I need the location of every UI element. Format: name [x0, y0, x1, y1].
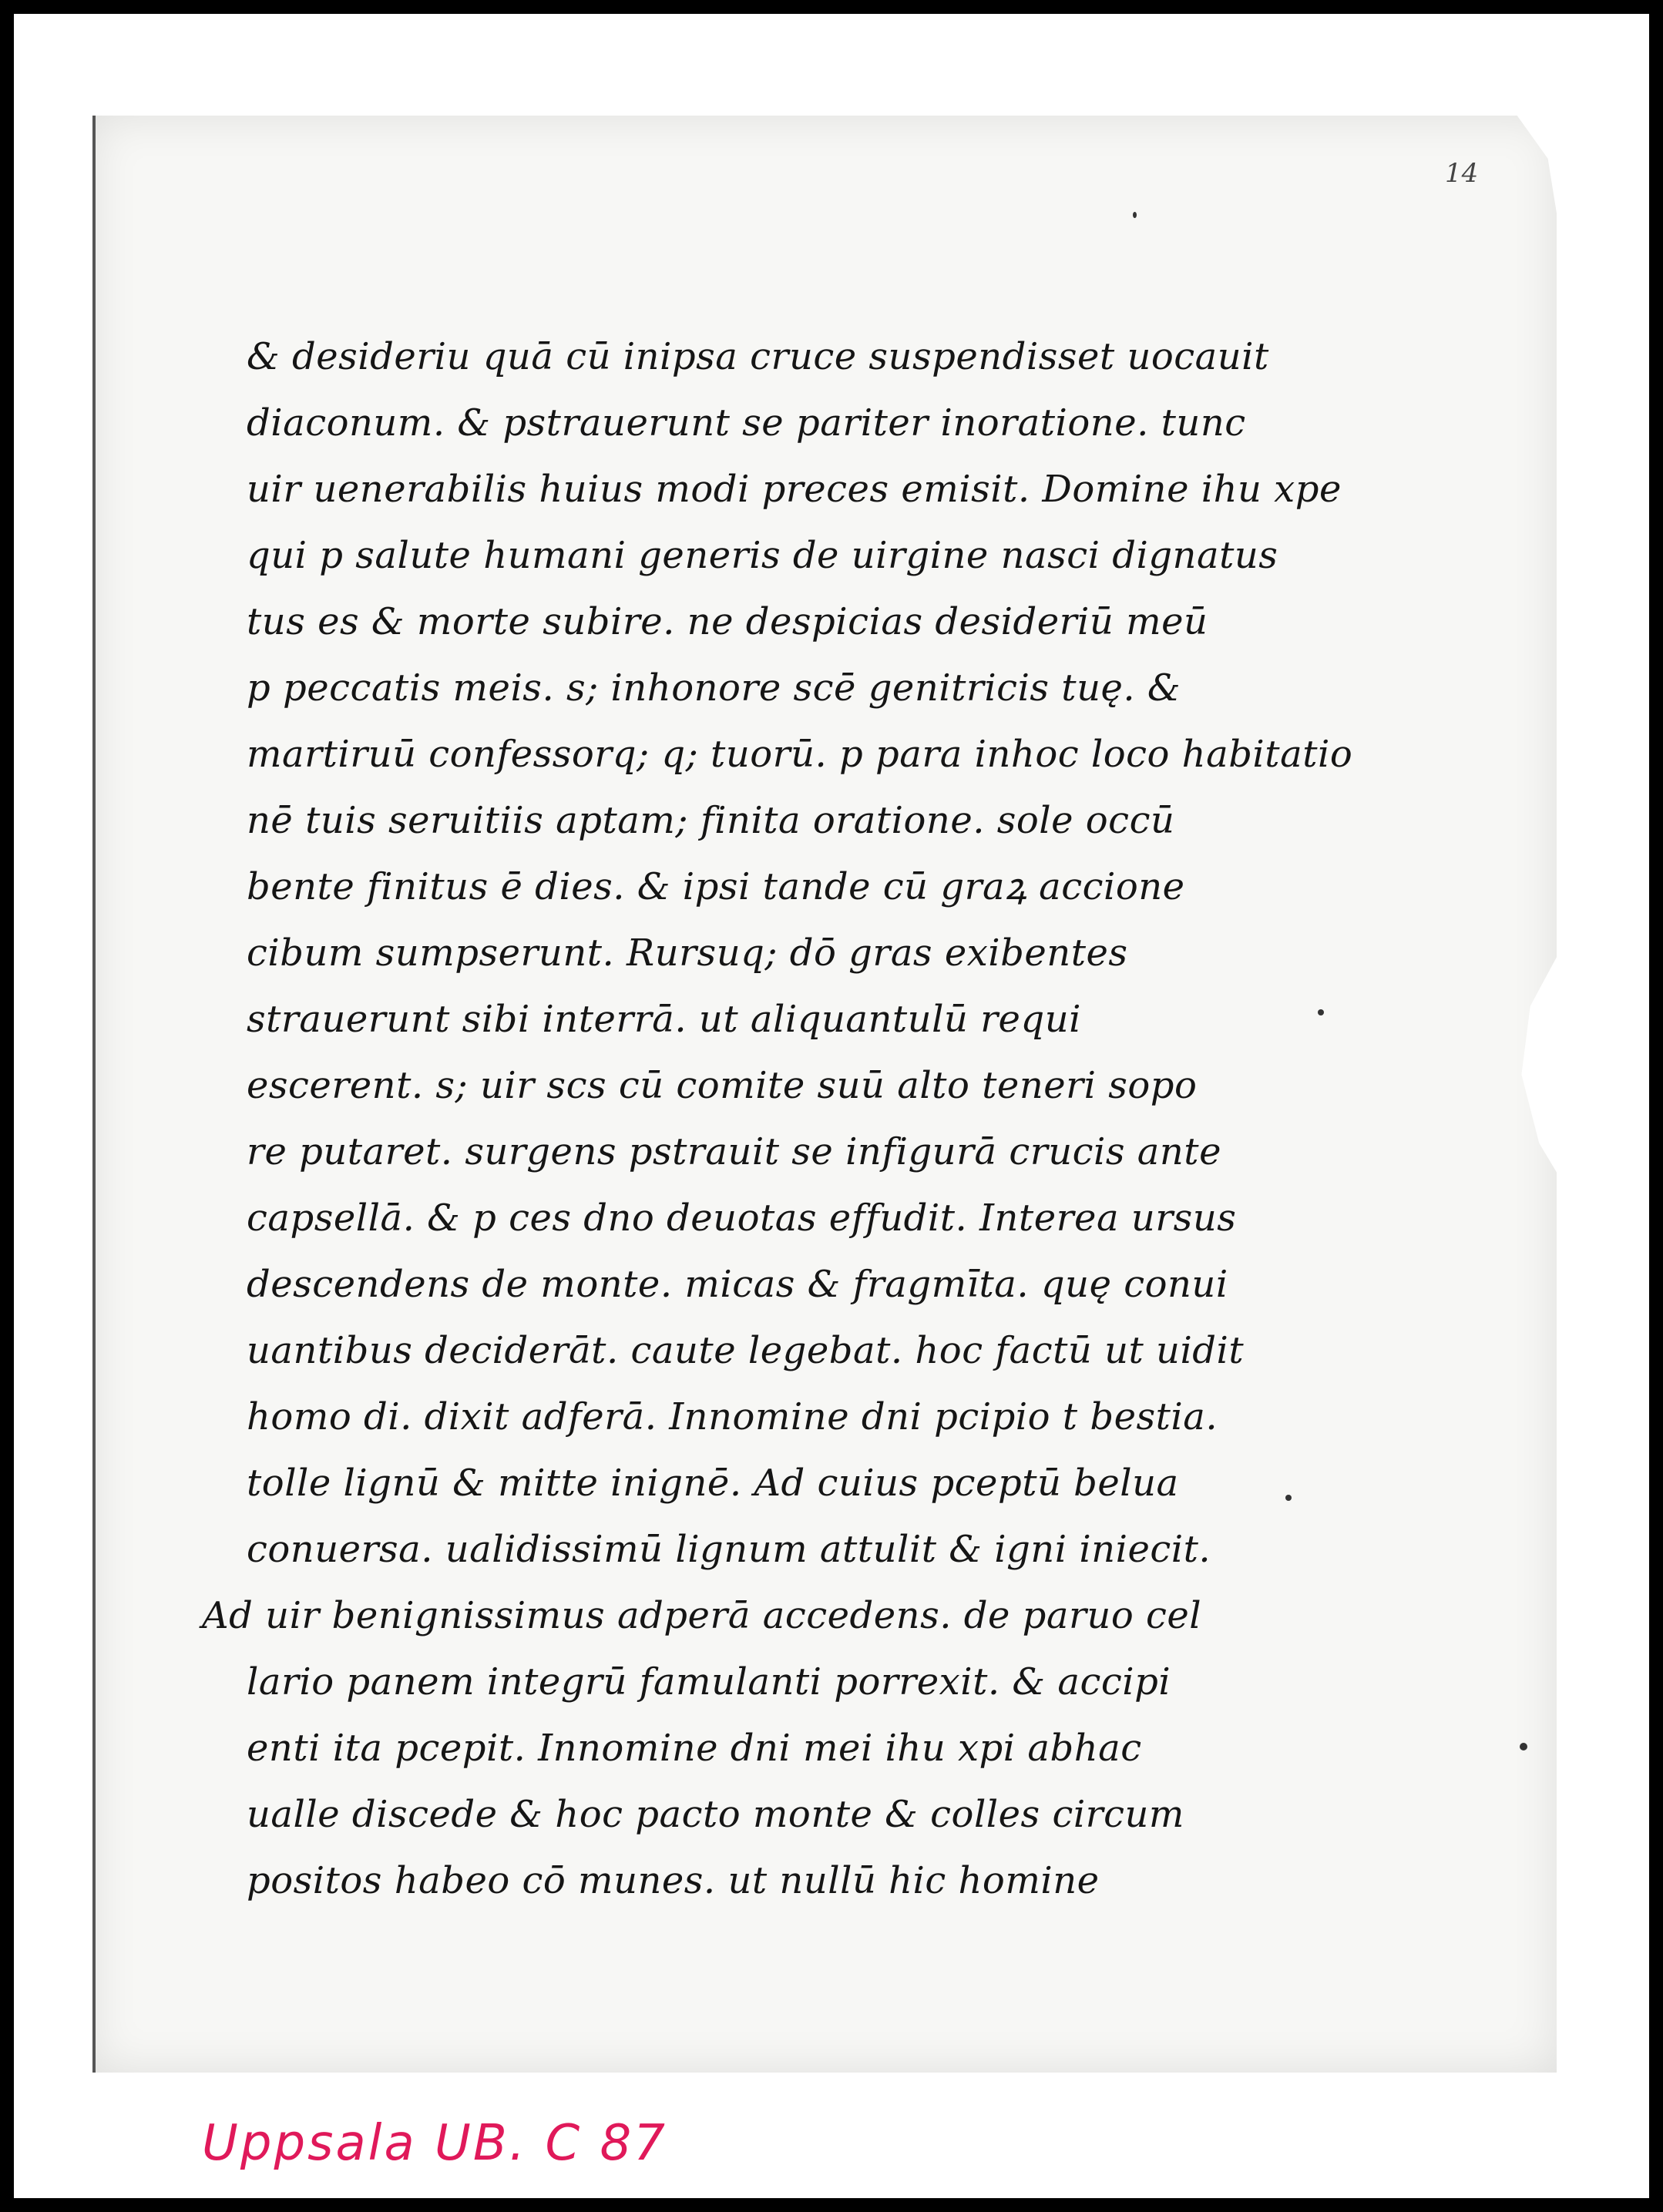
- text-line-2: diaconum. & pstrauerunt se pariter inoratione. tunc: [247, 401, 1246, 445]
- text-line-21: lario panem integrū famulanti porrexit. & accipi: [247, 1660, 1171, 1703]
- folio-number: 14: [1445, 158, 1479, 189]
- text-line-20: Ad uir benignissimus adperā accedens. de paruo cel: [202, 1594, 1202, 1637]
- scan-speck: [1285, 1495, 1292, 1501]
- leaf-left-edge: [92, 116, 96, 2073]
- text-line-3: uir uenerabilis huius modi preces emisit. Domine ihu xpe: [247, 468, 1342, 511]
- text-line-22: enti ita pcepit. Innomine dni mei ihu xpi abhac: [247, 1727, 1142, 1770]
- text-line-16: uantibus deciderāt. caute legebat. hoc factū ut uidit: [247, 1329, 1245, 1372]
- text-line-11: strauerunt sibi interrā. ut aliquantulū requi: [247, 998, 1081, 1041]
- text-line-17: homo di. dixit adferā. Innomine dni pcipio t bestia.: [247, 1395, 1218, 1438]
- text-line-24: positos habeo cō munes. ut nullū hic homine: [247, 1859, 1100, 1902]
- text-line-1: & desideriu quā cū inipsa cruce suspendisset uocauit: [247, 335, 1269, 378]
- library-shelfmark: Uppsala UB. C 87: [202, 2115, 667, 2172]
- text-line-14: capsellā. & p ces dno deuotas effudit. Interea ursus: [247, 1197, 1237, 1240]
- text-line-10: cibum sumpserunt. Rursuq; dō gras exibentes: [247, 931, 1128, 975]
- text-line-7: martiruū confessorq; q; tuorū. p para inhoc loco habitatio: [247, 733, 1353, 776]
- text-line-15: descendens de monte. micas & fragmīta. quę conui: [247, 1263, 1228, 1306]
- text-line-12: escerent. s; uir scs cū comite suū alto teneri sopo: [247, 1064, 1198, 1107]
- text-line-4: qui p salute humani generis de uirgine nasci dignatus: [247, 534, 1278, 577]
- text-line-8: nē tuis seruitiis aptam; finita oratione. sole occū: [247, 799, 1175, 842]
- scan-speck: [1318, 1009, 1324, 1015]
- text-line-18: tolle lignū & mitte inignē. Ad cuius pceptū belua: [247, 1462, 1179, 1505]
- text-line-13: re putaret. surgens pstrauit se infigurā crucis ante: [247, 1130, 1221, 1173]
- text-line-6: p peccatis meis. s; inhonore scē genitricis tuę. &: [247, 666, 1181, 710]
- text-line-5: tus es & morte subire. ne despicias desideriū meū: [247, 600, 1208, 643]
- manuscript-text: [202, 324, 1353, 1914]
- text-line-23: ualle discede & hoc pacto monte & colles circum: [247, 1793, 1184, 1836]
- text-line-19: conuersa. ualidissimū lignum attulit & igni iniecit.: [247, 1528, 1211, 1571]
- scan-speck: [1520, 1743, 1527, 1750]
- text-line-9: bente finitus ē dies. & ipsi tande cū graꝝ accione: [247, 865, 1185, 908]
- scan-speck: [1133, 212, 1137, 218]
